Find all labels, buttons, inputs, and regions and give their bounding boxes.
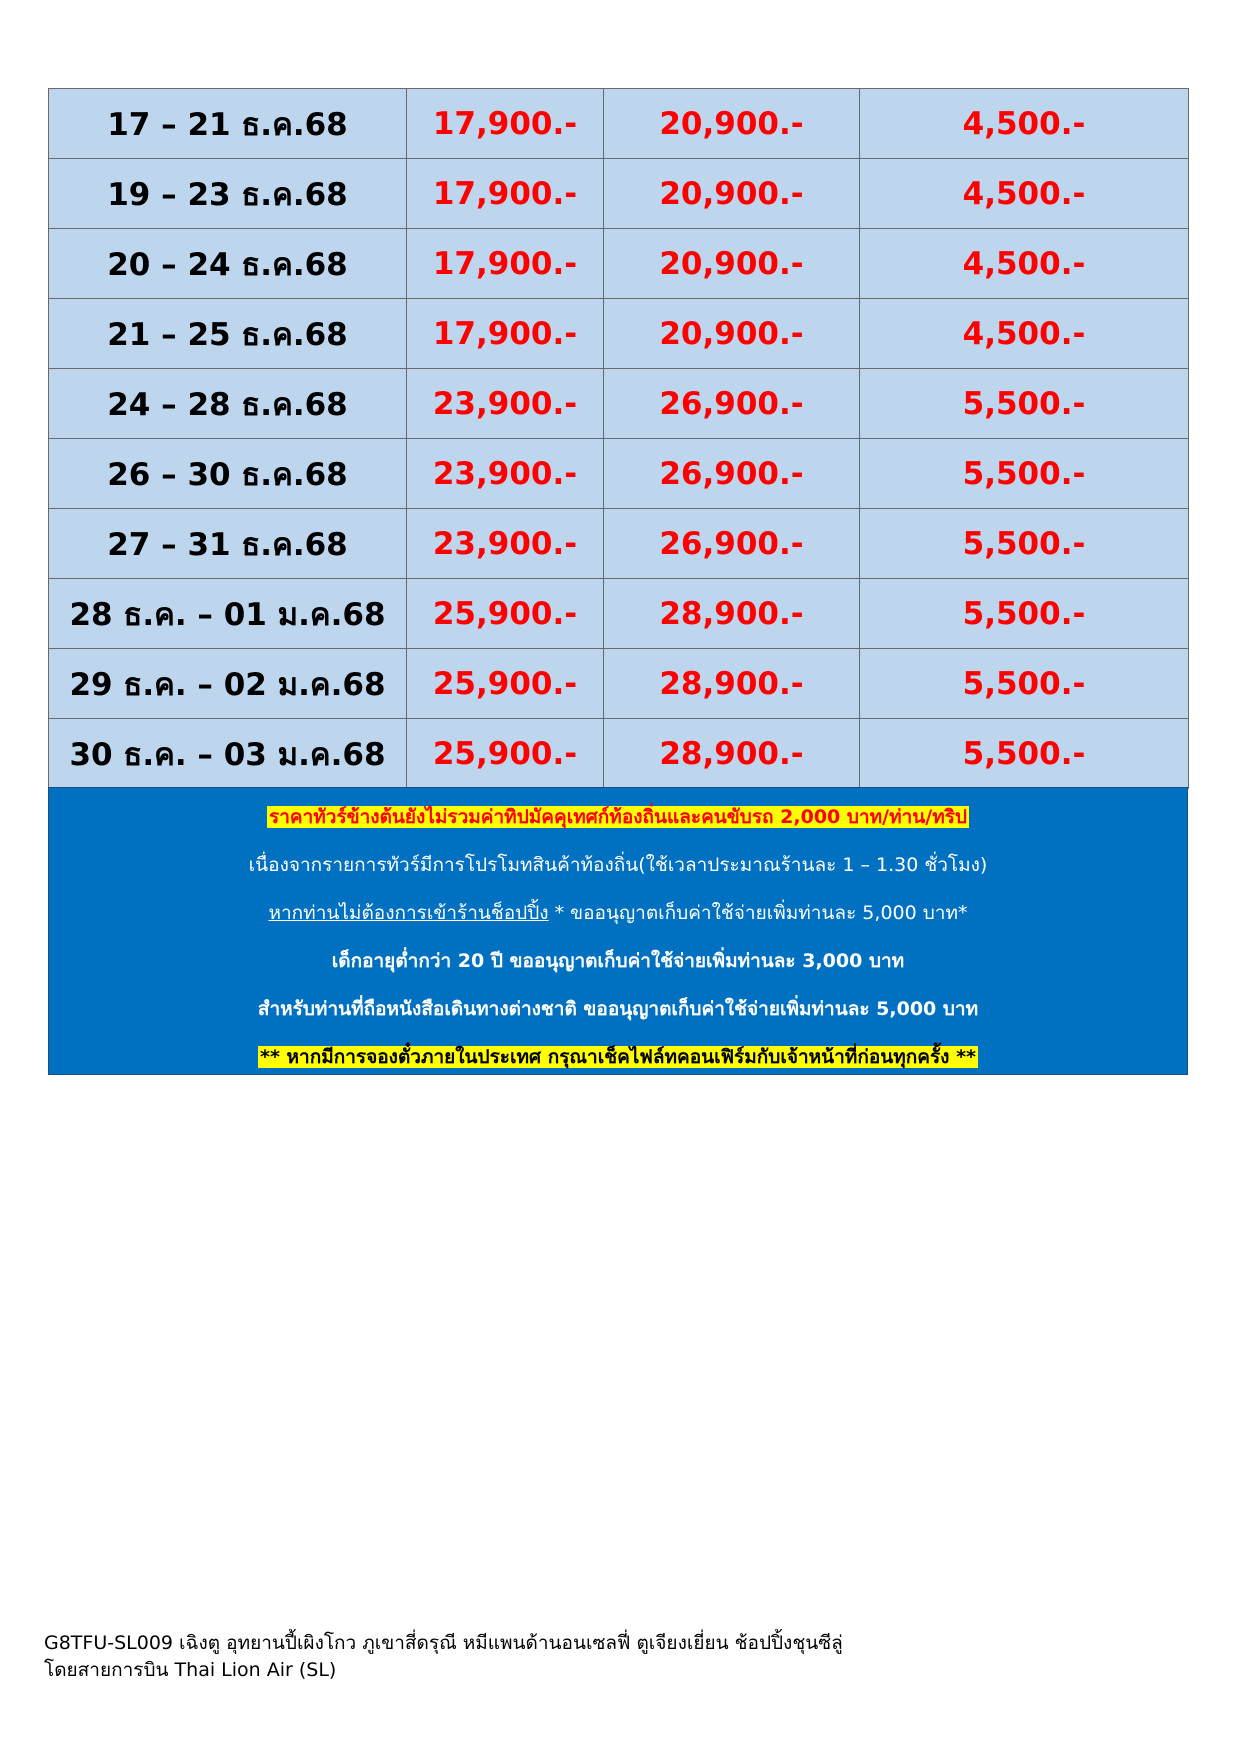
travel-date-cell: 29 ธ.ค. – 02 ม.ค.68	[49, 649, 407, 719]
travel-date-cell: 26 – 30 ธ.ค.68	[49, 439, 407, 509]
price-row	[49, 299, 1189, 369]
foreign-passport-line	[49, 985, 1187, 1033]
price-table-body	[49, 89, 1189, 789]
price-cell-3: 5,500.-	[860, 719, 1189, 789]
price-cell-1: 17,900.-	[407, 229, 604, 299]
price-cell-1: 23,900.-	[407, 439, 604, 509]
price-cell-2: 28,900.-	[604, 579, 860, 649]
price-cell-1: 17,900.-	[407, 89, 604, 159]
price-cell-1: 17,900.-	[407, 299, 604, 369]
price-cell-1: 23,900.-	[407, 509, 604, 579]
price-cell-1: 25,900.-	[407, 649, 604, 719]
travel-date-cell: 28 ธ.ค. – 01 ม.ค.68	[49, 579, 407, 649]
travel-date-cell: 17 – 21 ธ.ค.68	[49, 89, 407, 159]
no-shopping-line	[49, 889, 1187, 937]
footer	[44, 1630, 843, 1684]
travel-date-cell: 21 – 25 ธ.ค.68	[49, 299, 407, 369]
travel-date-cell: 20 – 24 ธ.ค.68	[49, 229, 407, 299]
travel-date-cell: 19 – 23 ธ.ค.68	[49, 159, 407, 229]
price-table	[48, 88, 1189, 789]
tip-notice-line	[49, 793, 1187, 841]
price-cell-1: 25,900.-	[407, 579, 604, 649]
shopping-promo-text: เนื่องจากรายการทัวร์มีการโปรโมทสินค้าท้องถิ่น(ใช้เวลาประมาณร้านละ 1 – 1.30 ชั่วโมง)	[248, 854, 988, 876]
conditions-box	[48, 787, 1188, 1075]
price-cell-3: 5,500.-	[860, 579, 1189, 649]
price-cell-2: 20,900.-	[604, 299, 860, 369]
price-cell-3: 5,500.-	[860, 509, 1189, 579]
price-cell-2: 20,900.-	[604, 89, 860, 159]
price-row	[49, 369, 1189, 439]
tour-code-title: G8TFU-SL009 เฉิงตู อุทยานปี้เผิงโกว ภูเขาสี่ดรุณี หมีแพนด้านอนเซลฟี่ ตูเจียงเยี่ยน ช้อปปิ้งชุนซีลู่	[44, 1632, 843, 1654]
price-row	[49, 229, 1189, 299]
travel-date-cell: 27 – 31 ธ.ค.68	[49, 509, 407, 579]
price-row	[49, 579, 1189, 649]
price-cell-1: 25,900.-	[407, 719, 604, 789]
price-cell-2: 20,900.-	[604, 159, 860, 229]
price-cell-3: 5,500.-	[860, 369, 1189, 439]
price-row	[49, 159, 1189, 229]
price-row	[49, 439, 1189, 509]
no-shopping-condition: หากท่านไม่ต้องการเข้าร้านช็อปปิ้ง	[268, 902, 549, 924]
price-cell-2: 28,900.-	[604, 719, 860, 789]
price-row	[49, 649, 1189, 719]
travel-date-cell: 30 ธ.ค. – 03 ม.ค.68	[49, 719, 407, 789]
price-row	[49, 509, 1189, 579]
price-cell-3: 4,500.-	[860, 89, 1189, 159]
domestic-flight-line	[49, 1033, 1187, 1081]
price-cell-3: 5,500.-	[860, 649, 1189, 719]
price-row	[49, 89, 1189, 159]
foreign-passport-fee-text: สำหรับท่านที่ถือหนังสือเดินทางต่างชาติ ขออนุญาตเก็บค่าใช้จ่ายเพิ่มท่านละ 5,000 บาท	[257, 998, 979, 1020]
price-cell-2: 26,900.-	[604, 509, 860, 579]
price-cell-3: 4,500.-	[860, 159, 1189, 229]
travel-date-cell: 24 – 28 ธ.ค.68	[49, 369, 407, 439]
price-cell-2: 26,900.-	[604, 439, 860, 509]
child-fee-text: เด็กอายุต่ำกว่า 20 ปี ขออนุญาตเก็บค่าใช้จ่ายเพิ่มท่านละ 3,000 บาท	[331, 950, 905, 972]
price-cell-2: 26,900.-	[604, 369, 860, 439]
child-fee-line	[49, 937, 1187, 985]
price-cell-2: 20,900.-	[604, 229, 860, 299]
tip-notice: ราคาทัวร์ข้างต้นยังไม่รวมค่าทิปมัคคุเทศก์ท้องถิ่นและคนขับรถ 2,000 บาท/ท่าน/ทริป	[269, 806, 967, 828]
price-cell-3: 5,500.-	[860, 439, 1189, 509]
airline-line: โดยสายการบิน Thai Lion Air (SL)	[44, 1659, 337, 1681]
price-cell-3: 4,500.-	[860, 299, 1189, 369]
price-cell-1: 23,900.-	[407, 369, 604, 439]
domestic-flight-warning: ** หากมีการจองตั๋วภายในประเทศ กรุณาเช็คไฟล์ทคอนเฟิร์มกับเจ้าหน้าที่ก่อนทุกครั้ง **	[260, 1046, 976, 1068]
shopping-promo-line	[49, 841, 1187, 889]
price-cell-3: 4,500.-	[860, 229, 1189, 299]
price-cell-2: 28,900.-	[604, 649, 860, 719]
no-shopping-fee: * ขออนุญาตเก็บค่าใช้จ่ายเพิ่มท่านละ 5,000 บาท*	[548, 902, 968, 924]
price-row	[49, 719, 1189, 789]
price-cell-1: 17,900.-	[407, 159, 604, 229]
